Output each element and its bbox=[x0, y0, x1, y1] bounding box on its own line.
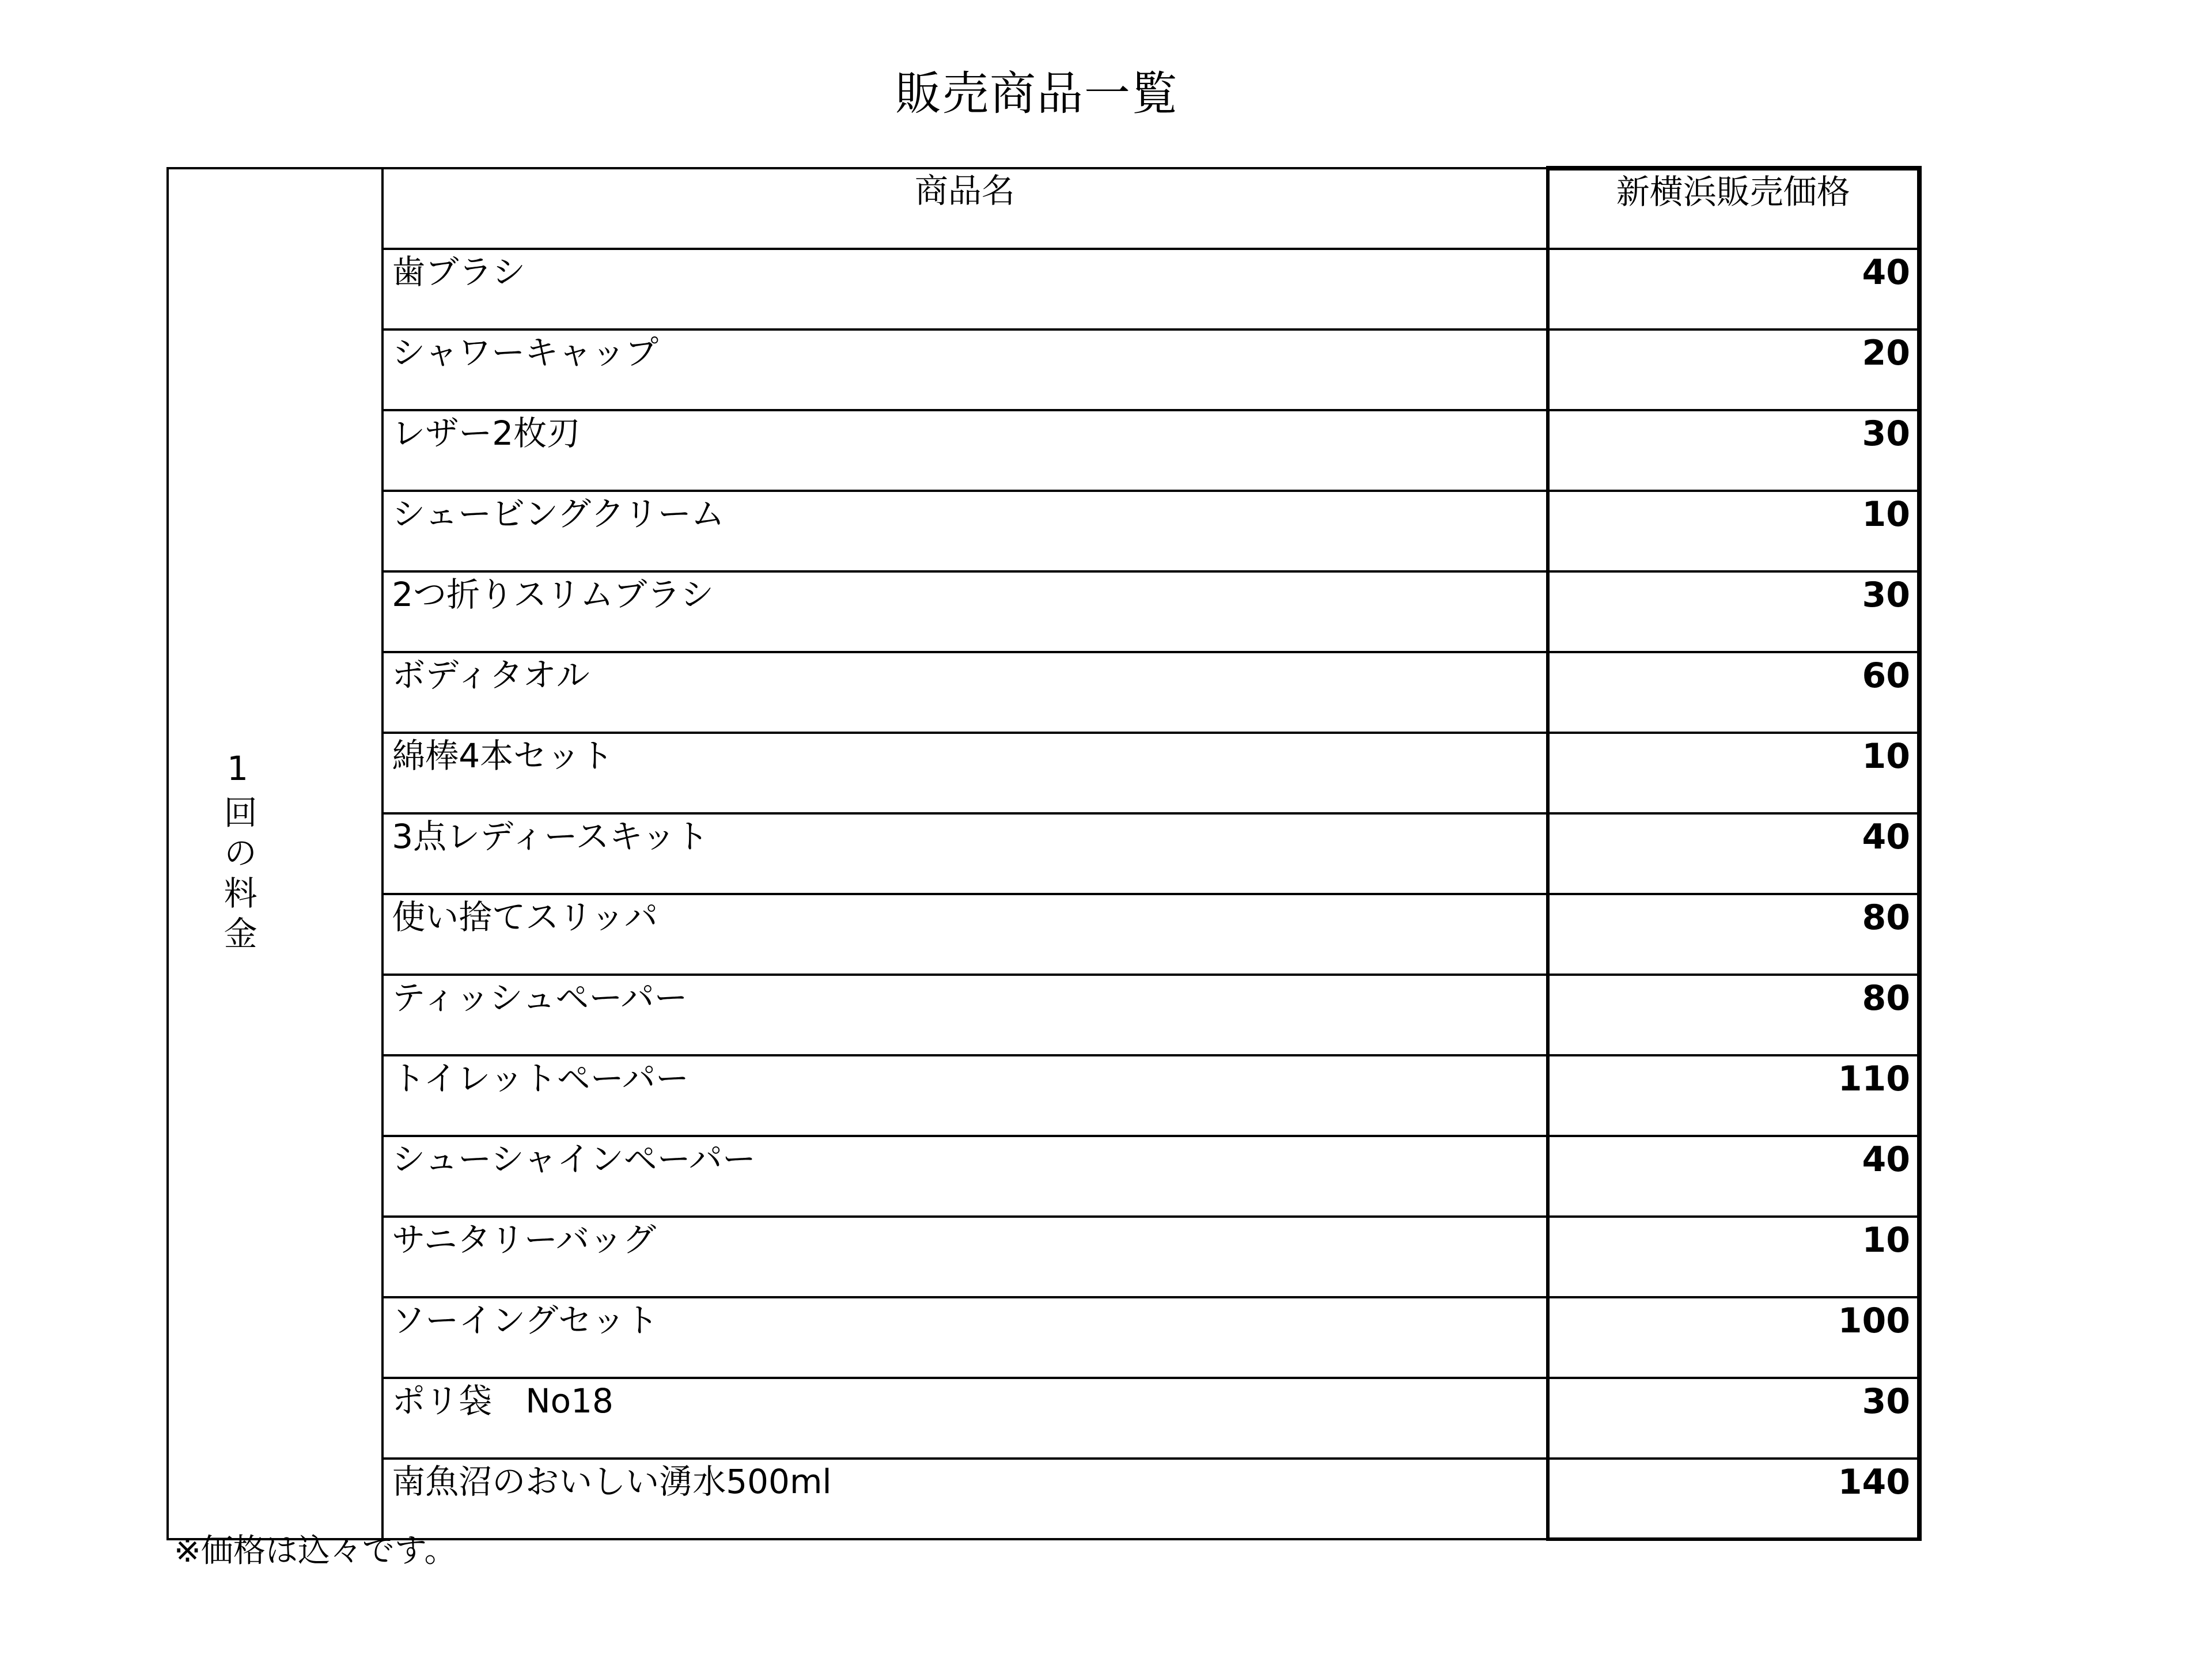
product-name-cell: トイレットペーパー bbox=[382, 1055, 1547, 1136]
product-price-cell: 40 bbox=[1548, 249, 1919, 329]
page-title: 販売商品一覧 bbox=[895, 67, 1179, 120]
table-row bbox=[168, 491, 1919, 571]
product-price-cell: 10 bbox=[1548, 733, 1919, 813]
product-name-cell: ポリ袋 No18 bbox=[382, 1378, 1547, 1459]
price-note: ※価格は込々です。 bbox=[174, 1532, 457, 1570]
table-row bbox=[168, 571, 1919, 652]
product-name-cell: サニタリーバッグ bbox=[382, 1217, 1547, 1297]
table-row bbox=[168, 894, 1919, 975]
table-row bbox=[168, 1055, 1919, 1136]
product-price-cell: 20 bbox=[1548, 329, 1919, 410]
product-price-cell: 30 bbox=[1548, 571, 1919, 652]
table-row bbox=[168, 652, 1919, 733]
product-name-cell: レザー2枚刃 bbox=[382, 410, 1547, 491]
product-name-cell: 歯ブラシ bbox=[382, 249, 1547, 329]
product-price-cell: 40 bbox=[1548, 1136, 1919, 1217]
product-name-cell: ティッシュペーパー bbox=[382, 975, 1547, 1055]
table-row bbox=[168, 329, 1919, 410]
header-product-name: 商品名 bbox=[382, 168, 1547, 249]
table-row bbox=[168, 1378, 1919, 1459]
product-name-cell: 南魚沼のおいしい湧水500ml bbox=[382, 1459, 1547, 1539]
table-row bbox=[168, 1297, 1919, 1378]
table-row bbox=[168, 410, 1919, 491]
table-header-row bbox=[168, 168, 1919, 249]
product-price-table bbox=[166, 166, 1922, 1541]
product-price-cell: 80 bbox=[1548, 894, 1919, 975]
table-row bbox=[168, 1459, 1919, 1539]
product-price-cell: 10 bbox=[1548, 491, 1919, 571]
product-price-cell: 10 bbox=[1548, 1217, 1919, 1297]
product-name-cell: シューシャインペーパー bbox=[382, 1136, 1547, 1217]
product-price-cell: 30 bbox=[1548, 1378, 1919, 1459]
table-row bbox=[168, 249, 1919, 329]
product-name-cell: シェービングクリーム bbox=[382, 491, 1547, 571]
product-price-cell: 110 bbox=[1548, 1055, 1919, 1136]
product-price-cell: 60 bbox=[1548, 652, 1919, 733]
table-row bbox=[168, 1217, 1919, 1297]
group-label: 1回の料金 bbox=[218, 749, 257, 956]
table-row bbox=[168, 813, 1919, 894]
product-name-cell: 3点レディースキット bbox=[382, 813, 1547, 894]
product-price-cell: 30 bbox=[1548, 410, 1919, 491]
table-row bbox=[168, 733, 1919, 813]
product-name-cell: ソーイングセット bbox=[382, 1297, 1547, 1378]
product-price-cell: 40 bbox=[1548, 813, 1919, 894]
header-price: 新横浜販売価格 bbox=[1548, 168, 1919, 249]
product-name-cell: シャワーキャップ bbox=[382, 329, 1547, 410]
table-body bbox=[168, 168, 1919, 1539]
product-price-cell: 100 bbox=[1548, 1297, 1919, 1378]
product-name-cell: ボディタオル bbox=[382, 652, 1547, 733]
table-row bbox=[168, 1136, 1919, 1217]
table-row bbox=[168, 975, 1919, 1055]
product-price-cell: 140 bbox=[1548, 1459, 1919, 1539]
product-price-cell: 80 bbox=[1548, 975, 1919, 1055]
group-cell bbox=[168, 168, 382, 1539]
product-name-cell: 2つ折りスリムブラシ bbox=[382, 571, 1547, 652]
product-name-cell: 綿棒4本セット bbox=[382, 733, 1547, 813]
product-name-cell: 使い捨てスリッパ bbox=[382, 894, 1547, 975]
